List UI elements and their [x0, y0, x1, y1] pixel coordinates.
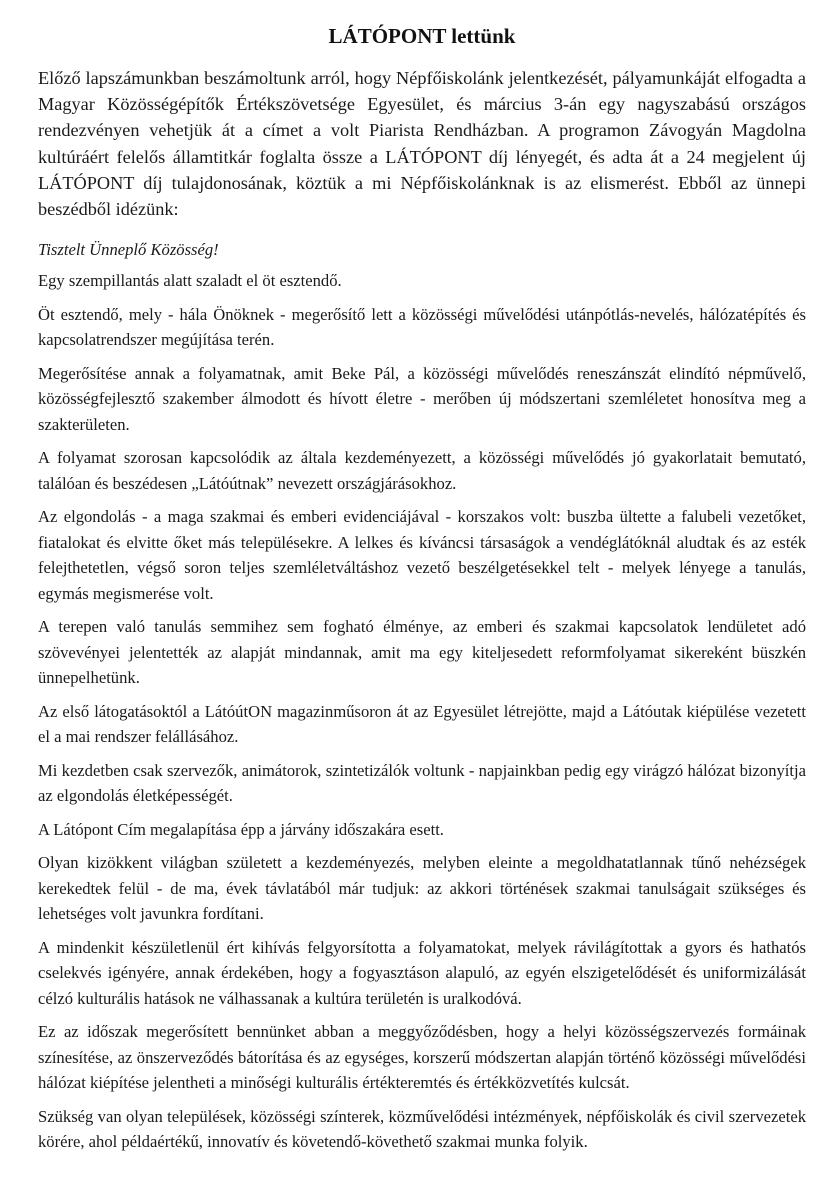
article-title: LÁTÓPONT lettünk	[328, 24, 516, 48]
speech-paragraph: A folyamat szorosan kapcsolódik az általa kezdeményezett, a közösségi művelődés jó gyakorlatait bemutató, találóan és beszédesen „Látóútnak” nevezett országjárásokhoz.	[38, 448, 806, 493]
speech-paragraph: Egy szempillantás alatt szaladt el öt esztendő.	[38, 271, 342, 291]
speech-paragraph: Szükség van olyan települések, közösségi színterek, közművelődési intézmények, népfőiskolák és civil szervezetek körére, ahol példaértékű, innovatív és követendő-követhető szakmai munka folyik.	[38, 1106, 806, 1152]
speech-paragraph: A terepen való tanulás semmihez sem fogható élménye, az emberi és szakmai kapcsolatok lendületet adó szövevényei jelentették az alapját mindannak, amit ma egy kiteljesedett reformfolyamat sikereként büszkén ünnepelhetünk.	[38, 617, 806, 688]
speech-body	[38, 268, 806, 1155]
intro-paragraph: Előző lapszámunkban beszámoltunk arról, hogy Népfőiskolánk jelentkezését, pályamunkáját elfogadta a Magyar Közösségépítők Értékszövetsége Egyesület, és március 3-án egy nagyszabású országos rendezvényen vehetjük át a címet a volt Piarista Rendházban. A programon Závogyán Magdolna kultúráért felelős államtitkár foglalta össze a LÁTÓPONT díj lényegét, és adta át a 24 megjelent új LÁTÓPONT díj tulajdonosának, köztük a mi Népfőiskolánknak is az elismerést. Ebből az ünnepi beszédből idézünk:	[38, 68, 806, 220]
speech-salutation: Tisztelt Ünneplő Közösség!	[38, 240, 219, 260]
speech-paragraph: Az első látogatásoktól a LátóútON magazinműsoron át az Egyesület létrejötte, majd a Látóutak kiépülése vezetett el a mai rendszer felállásához.	[38, 701, 806, 747]
speech-paragraph: Mi kezdetben csak szervezők, animátorok, szintetizálók voltunk - napjainkban pedig egy virágzó hálózat bizonyítja az elgondolás életképességét.	[38, 760, 806, 806]
speech-paragraph: A mindenkit készületlenül ért kihívás felgyorsította a folyamatokat, melyek rávilágítottak a gyors és hathatós cselekvés igényére, annak érdekében, hogy a fogyasztáson alapuló, az egyén elszigetelődését és uniformizálását célzó kulturális hatások ne válhassanak a kultúra területén is uralkodóvá.	[38, 937, 806, 1008]
speech-paragraph: A Látópont Cím megalapítása épp a járvány időszakára esett.	[38, 819, 444, 839]
speech-paragraph: Az elgondolás - a maga szakmai és emberi evidenciájával - korszakos volt: buszba ültette a falubeli vezetőket, fiatalokat és elvitte őket más településekre. A lelkes és kíváncsi társaságok a vendéglátóknál aludtak és az esték felejthetetlen, végső soron teljes szemléletváltáshoz vezető beszélgetésekkel telt - melyek lényege a tanulás, egymás megismerése volt.	[38, 507, 806, 603]
speech-paragraph: Öt esztendő, mely - hála Önöknek - megerősítő lett a közösségi művelődési utánpótlás-nevelés, hálózatépítés és kapcsolatrendszer megújítása terén.	[38, 304, 806, 350]
speech-paragraph: Ez az időszak megerősített bennünket abban a meggyőződésben, hogy a helyi közösségszervezés formáinak színesítése, az önszerveződés bátorítása és az egységes, korszerű módszertan alapján történő közösségi művelődési hálózat kiépítése jelentheti a minőségi kulturális értékteremtés és értékközvetítés kulcsát.	[38, 1022, 806, 1093]
speech-paragraph: Olyan kizökkent világban született a kezdeményezés, melyben eleinte a megoldhatatlannak tűnő nehézségek kerekedtek felül - de ma, évek távlatából már tudjuk: az akkori történések szakmai tanulságait szükséges és lehetséges volt javunkra fordítani.	[38, 853, 806, 924]
speech-paragraph: Megerősítése annak a folyamatnak, amit Beke Pál, a közösségi művelődés reneszánszát elindító népművelő, közösségfejlesztő szakember álmodott és hívott életre - merőben új módszertani szemléletet honosítva meg a szakterületen.	[38, 363, 806, 434]
document-page	[38, 0, 806, 1155]
